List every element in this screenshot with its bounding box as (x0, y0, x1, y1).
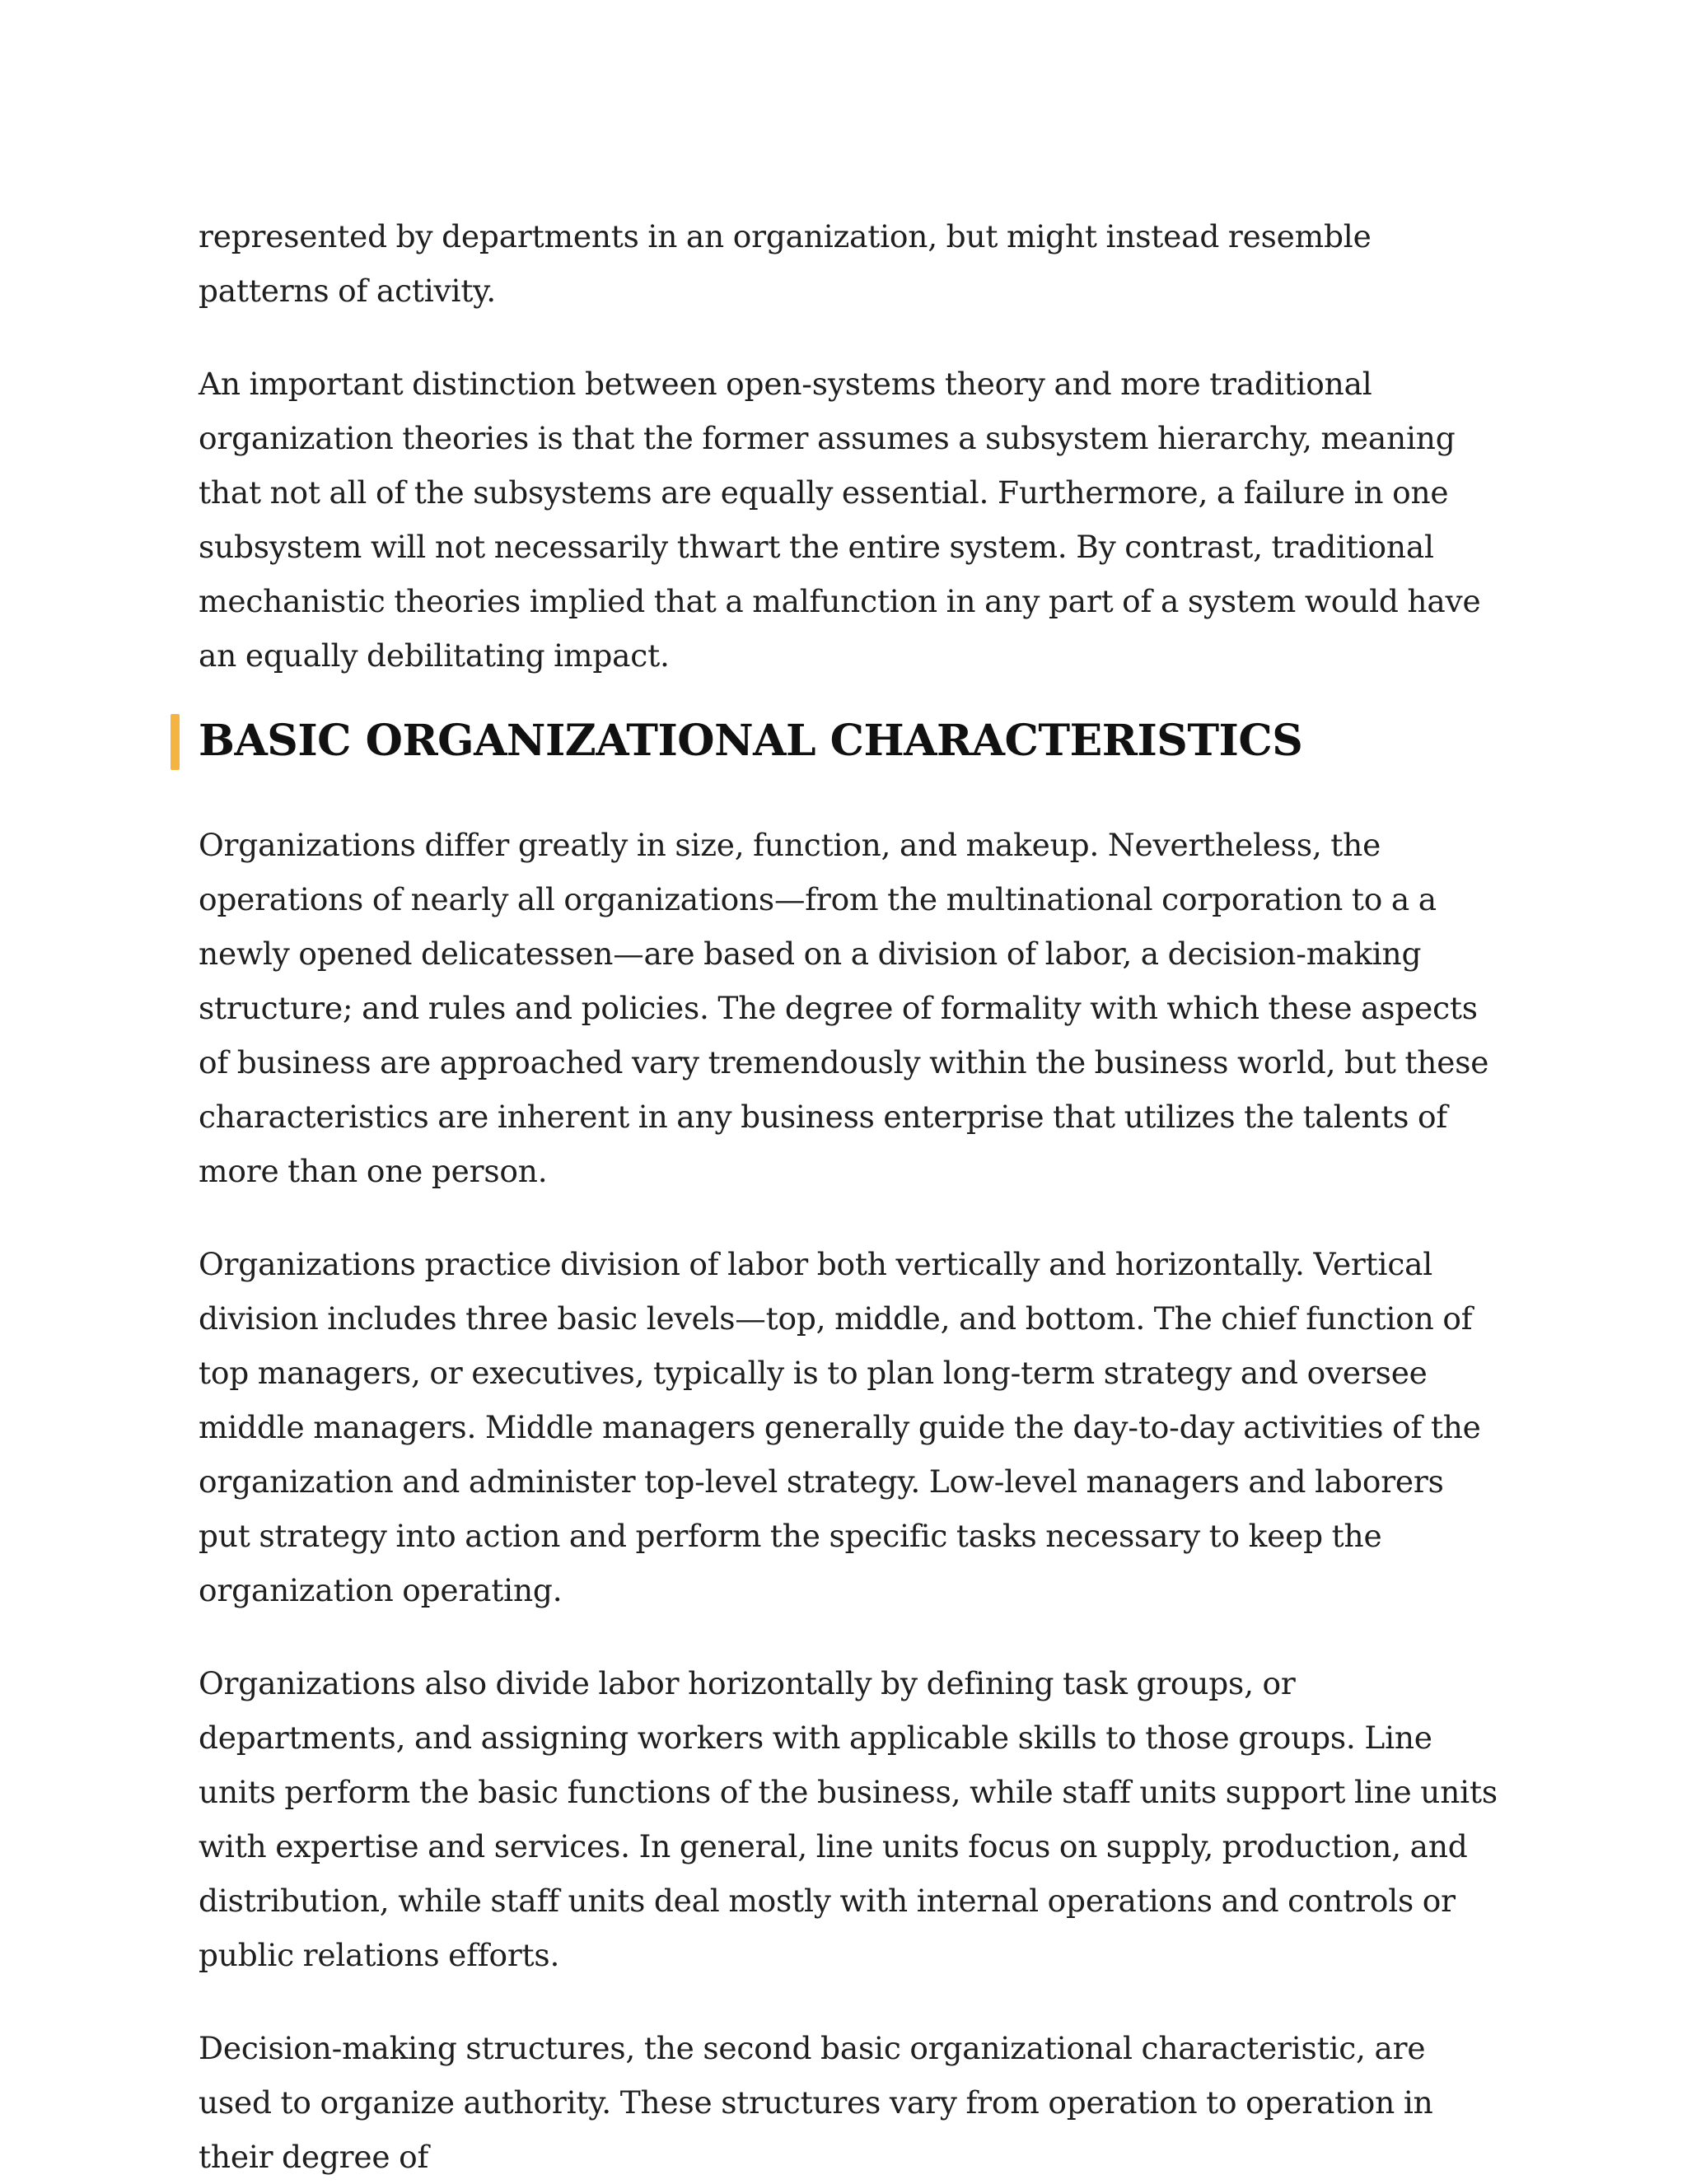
paragraph-division-of-labor-horizontal: Organizations also divide labor horizontally by defining task groups, or departments, and assigning workers with applicable skills to those groups. Line units perform the basic functions of the business, while staff units support line units with expertise and services. In general, line units focus on supply, production, and distribution, while staff units deal mostly with internal operations and controls or public relations efforts. (199, 1665, 1498, 1973)
paragraph-continuation: represented by departments in an organization, but might instead resemble patterns of activity. (199, 218, 1372, 309)
paragraph-open-systems-distinction: An important distinction between open-systems theory and more traditional organization theories is that the former assumes a subsystem hierarchy, meaning that not all of the subsystems are equally essential. Furthermore, a failure in one subsystem will not necessarily thwart the entire system. By contrast, traditional mechanistic theories implied that a malfunction in any part of a system would have an equally debilitating impact. (199, 366, 1481, 674)
section-heading-block (199, 711, 1500, 772)
paragraph-division-of-labor-vertical: Organizations practice division of labor both vertically and horizontally. Vertical division includes three basic levels—top, middle, and bottom. The chief function of top managers, or executives, typically is to plan long-term strategy and oversee middle managers. Middle managers generally guide the day-to-day activities of the organization and administer top-level strategy. Low-level managers and laborers put strategy into action and perform the specific tasks necessary to keep the organization operating. (199, 1246, 1481, 1608)
paragraph-organizations-differ: Organizations differ greatly in size, function, and makeup. Nevertheless, the operations of nearly all organizations—from the multinational corporation to a a newly opened delicatessen—are based on a division of labor, a decision-making structure; and rules and policies. The degree of formality with which these aspects of business are approached vary tremendously within the business world, but these characteristics are inherent in any business enterprise that utilizes the talents of more than one person. (199, 827, 1489, 1189)
article-body (199, 209, 1500, 2184)
section-heading: BASIC ORGANIZATIONAL CHARACTERISTICS (199, 716, 1303, 766)
paragraph-decision-making-structures: Decision-making structures, the second basic organizational characteristic, are used to organize authority. These structures vary from operation to operation in their degree of (199, 2030, 1433, 2175)
heading-accent-bar (171, 714, 180, 770)
